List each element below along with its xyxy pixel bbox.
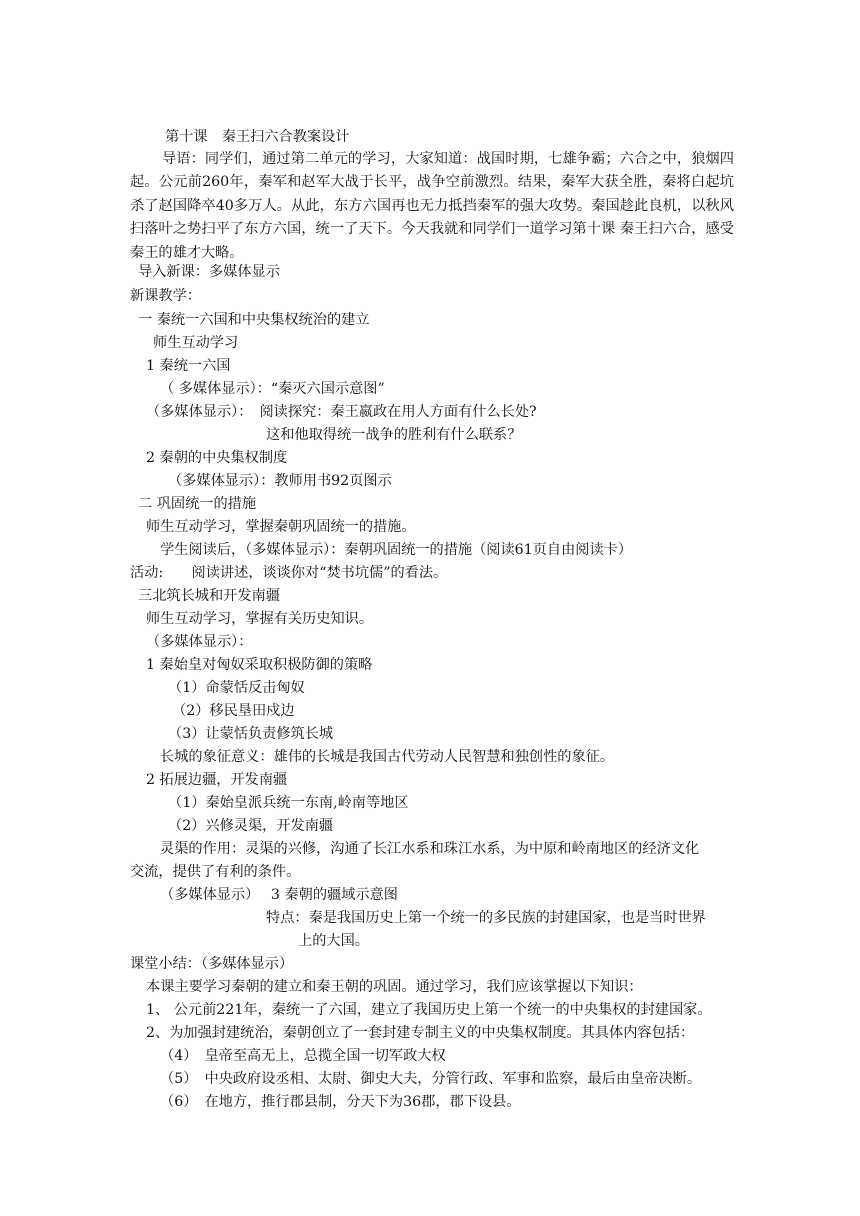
list-item: （1）命蒙恬反击匈奴 (168, 680, 305, 696)
subsection-heading: 1 秦统一六国 (146, 358, 231, 374)
text-line: （多媒体显示）：教师用书92页图示 (168, 473, 392, 489)
text-line: （ 多媒体显示）：“秦灭六国示意图” (160, 381, 385, 397)
list-item: （4） 皇帝至高无上，总揽全国一切军政大权 (160, 1048, 446, 1064)
text-line: （多媒体显示） 3 秦朝的疆域示意图 (160, 887, 398, 903)
list-item: 2、为加强封建统治，秦朝创立了一套封建专制主义的中央集权制度。其具体内容包括： (146, 1025, 695, 1041)
text-line: 上的大国。 (298, 933, 369, 949)
text-line: 长城的象征意义：雄伟的长城是我国古代劳动人民智慧和独创性的象征。 (160, 749, 615, 765)
text-line: （多媒体显示）： 阅读探究：秦王嬴政在用人方面有什么长处? (146, 404, 537, 420)
list-item: 1、 公元前221年，秦统一了六国，建立了我国历史上第一个统一的中央集权的封建国家。 (146, 1002, 712, 1018)
text-line: 导入新课：多媒体显示 (138, 264, 280, 280)
text-line: 学生阅读后，（多媒体显示）：秦朝巩固统一的措施（阅读61页自由阅读卡） (160, 542, 633, 558)
list-item: （2）移民垦田戍边 (172, 703, 295, 719)
list-item: （1）秦始皇派兵统一东南,岭南等地区 (168, 795, 409, 811)
intro-paragraph: 导语：同学们，通过第二单元的学习，大家知道：战国时期，七雄争霸；六合之中，狼烟四起。公元前260年，秦军和赵军大战于长平，战争空前激烈。结果，秦军大获全胜，秦将白起坑杀了赵国降卒40多万人。从此，东方六国再也无力抵挡秦军的强大攻势。秦国趁此良机，以秋风扫落叶之势扫平了东方六国，统一了天下。今天我就和同学们一道学习第十课 秦王扫六合，感受秦王的雄才大略。 (130, 151, 734, 261)
section-heading: 一 秦统一六国和中央集权统治的建立 (138, 312, 370, 328)
section-heading: 课堂小结：（多媒体显示） (130, 956, 294, 972)
text-line: 师生互动学习，掌握秦朝巩固统一的措施。 (146, 519, 416, 535)
text-line: 本课主要学习秦朝的建立和秦王朝的巩固。通过学习，我们应该掌握以下知识： (146, 979, 643, 995)
list-item: （6） 在地方，推行郡县制，分天下为36郡，郡下设县。 (160, 1094, 521, 1110)
text-line: 活动: 阅读讲述，谈谈你对“焚书坑儒”的看法。 (130, 565, 448, 581)
text-line: 特点：秦是我国历史上第一个统一的多民族的封建国家，也是当时世界 (266, 910, 706, 926)
text-line: 交流，提供了有利的条件。 (130, 864, 301, 880)
list-item: （3）让蒙恬负责修筑长城 (168, 726, 334, 742)
list-item: （5） 中央政府设丞相、太尉、御史大夫，分管行政、军事和监察，最后由皇帝决断。 (160, 1071, 702, 1087)
lesson-title: 第十课 秦王扫六合教案设计 (165, 129, 350, 145)
text-line: （多媒体显示）： (146, 634, 253, 650)
text-line: 师生互动学习，掌握有关历史知识。 (146, 611, 374, 627)
subsection-heading: 2 拓展边疆，开发南疆 (146, 772, 288, 788)
list-item: （2）兴修灵渠，开发南疆 (168, 818, 334, 834)
text-line: 这和他取得统一战争的胜利有什么联系？ (266, 427, 522, 443)
text-line: 师生互动学习 (153, 335, 239, 351)
text-line: 灵渠的作用：灵渠的兴修，沟通了长江水系和珠江水系，为中原和岭南地区的经济文化 (160, 841, 700, 857)
section-heading: 二 巩固统一的措施 (138, 496, 257, 512)
subsection-heading: 2 秦朝的中央集权制度 (146, 450, 288, 466)
text-line: 新课教学： (130, 288, 201, 304)
subsection-heading: 1 秦始皇对匈奴采取积极防御的策略 (146, 657, 373, 673)
section-heading: 三北筑长城和开发南疆 (138, 588, 280, 604)
